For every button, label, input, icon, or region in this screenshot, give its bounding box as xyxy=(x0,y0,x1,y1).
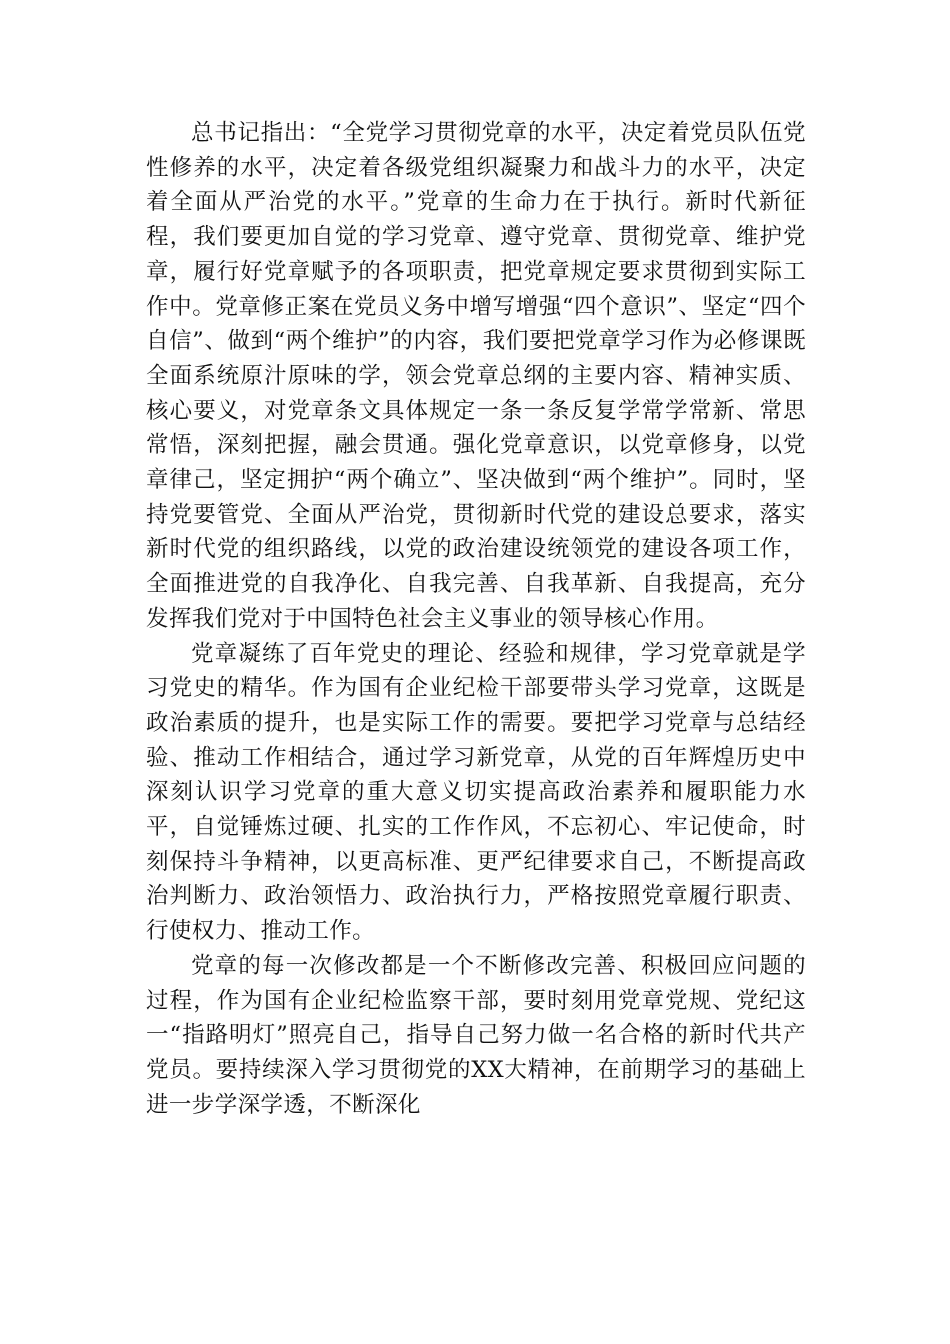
paragraph-3: 党章的每一次修改都是一个不断修改完善、积极回应问题的过程，作为国有企业纪检监察干部，要时刻用党章党规、党纪这一“指路明灯”照亮自己，指导自己努力做一名合格的新时代共产党员。要持续深入学习贯彻党的XX大精神，在前期学习的基础上进一步学深学透，不断深化 xyxy=(146,952,806,1118)
paragraph-1: 总书记指出：“全党学习贯彻党章的水平，决定着党员队伍党性修养的水平，决定着各级党组织凝聚力和战斗力的水平，决定着全面从严治党的水平。”党章的生命力在于执行。新时代新征程，我们要更加自觉的学习党章、遵守党章、贯彻党章、维护党章，履行好党章赋予的各项职责，把党章规定要求贯彻到实际工作中。党章修正案在党员义务中增写增强“四个意识”、坚定“四个自信”、做到“两个维护”的内容，我们要把党章学习作为必修课既全面系统原汁原味的学，领会党章总纲的主要内容、精神实质、核心要义，对党章条文具体规定一条一条反复学常学常新、常思常悟，深刻把握，融会贯通。强化党章意识，以党章修身，以党章律己，坚定拥护“两个确立”、坚决做到“两个维护”。同时，坚持党要管党、全面从严治党，贯彻新时代党的建设总要求，落实新时代党的组织路线，以党的政治建设统领党的建设各项工作，全面推进党的自我净化、自我完善、自我革新、自我提高，充分发挥我们党对于中国特色社会主义事业的领导核心作用。 xyxy=(146,120,806,632)
document-body xyxy=(146,116,806,1122)
paragraph-2: 党章凝练了百年党史的理论、经验和规律，学习党章就是学习党史的精华。作为国有企业纪检干部要带头学习党章，这既是政治素质的提升，也是实际工作的需要。要把学习党章与总结经验、推动工作相结合，通过学习新党章，从党的百年辉煌历史中深刻认识学习党章的重大意义切实提高政治素养和履职能力水平，自觉锤炼过硬、扎实的工作作风，不忘初心、牢记使命，时刻保持斗争精神，以更高标准、更严纪律要求自己，不断提高政治判断力、政治领悟力、政治执行力，严格按照党章履行职责、行使权力、推动工作。 xyxy=(146,640,806,945)
